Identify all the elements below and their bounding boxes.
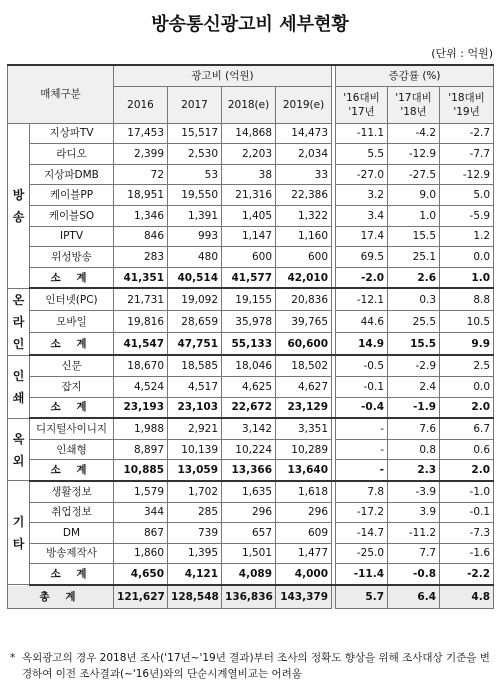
growth-rate-value: 4.8 (440, 585, 494, 609)
adspend-value: 42,010 (276, 267, 332, 288)
category-label: 온라인 (8, 288, 30, 355)
table-row (8, 585, 494, 609)
adspend-value: 1,618 (276, 481, 332, 502)
adspend-value: 285 (168, 502, 222, 523)
growth-rate-value: 0.3 (388, 288, 440, 311)
adspend-value: 10,139 (168, 439, 222, 460)
adspend-value: 18,951 (114, 185, 168, 206)
header-rate: '17대비 '18년 (388, 86, 440, 123)
growth-rate-value: 17.4 (336, 226, 388, 247)
table-row (8, 267, 494, 288)
adspend-value: 15,517 (168, 123, 222, 144)
growth-rate-value: -11.4 (336, 564, 388, 585)
adspend-value: 35,978 (222, 311, 276, 333)
media-name: 케이블SO (30, 205, 114, 226)
adspend-value: 33 (276, 164, 332, 185)
total-label: 총 계 (8, 585, 114, 609)
growth-rate-value: -0.1 (336, 376, 388, 397)
header-year: 2016 (114, 86, 168, 123)
media-name: 방송제작사 (30, 543, 114, 564)
category-label: 옥외 (8, 418, 30, 481)
growth-rate-value: 7.8 (336, 481, 388, 502)
media-name: 생활정보 (30, 481, 114, 502)
adspend-value: 41,547 (114, 333, 168, 356)
media-name: 취업정보 (30, 502, 114, 523)
adspend-value: 19,550 (168, 185, 222, 206)
adspend-value: 20,836 (276, 288, 332, 311)
adspend-value: 39,765 (276, 311, 332, 333)
media-name: 인쇄형 (30, 439, 114, 460)
growth-rate-value: 1.2 (440, 226, 494, 247)
adspend-value: 22,386 (276, 185, 332, 206)
growth-rate-value: 3.9 (388, 502, 440, 523)
growth-rate-value: -12.9 (388, 144, 440, 165)
adspend-value: 296 (222, 502, 276, 523)
growth-rate-value: 2.6 (388, 267, 440, 288)
growth-rate-value: 5.7 (336, 585, 388, 609)
growth-rate-value: 2.0 (440, 460, 494, 481)
growth-rate-value: - (336, 418, 388, 439)
adspend-value: 18,046 (222, 355, 276, 376)
growth-rate-value: 3.4 (336, 205, 388, 226)
adspend-value: 1,395 (168, 543, 222, 564)
growth-rate-value: -27.0 (336, 164, 388, 185)
table-row (8, 311, 494, 333)
adspend-value: 1,860 (114, 543, 168, 564)
adspend-value: 600 (222, 247, 276, 268)
footnote-text: 옥외광고의 경우 2018년 조사('17년~'19년 결과)부터 조사의 정확도 향상을 위해 조사대상 기준을 변경하여 이전 조사결과(~'16년)와의 단순시계열비교는 어려움 (22, 652, 490, 680)
unit-label: (단위 : 억원) (431, 47, 493, 60)
growth-rate-value: 14.9 (336, 333, 388, 356)
adspend-value: 344 (114, 502, 168, 523)
header-media: 매체구분 (8, 65, 114, 123)
table-row (8, 502, 494, 523)
adspend-value: 13,059 (168, 460, 222, 481)
adspend-value: 8,897 (114, 439, 168, 460)
adspend-value: 19,092 (168, 288, 222, 311)
adspend-value: 3,351 (276, 418, 332, 439)
adspend-value: 2,203 (222, 144, 276, 165)
growth-rate-value: - (336, 460, 388, 481)
adspend-value: 10,885 (114, 460, 168, 481)
footnote-mark: * (10, 652, 16, 664)
subtotal-label: 소 계 (30, 333, 114, 356)
table-body (8, 123, 494, 608)
table-row (8, 543, 494, 564)
adspend-value: 22,672 (222, 397, 276, 418)
adspend-value: 19,816 (114, 311, 168, 333)
growth-rate-value: 0.6 (440, 439, 494, 460)
growth-rate-value: -1.6 (440, 543, 494, 564)
adspend-value: 4,627 (276, 376, 332, 397)
growth-rate-value: -5.9 (440, 205, 494, 226)
growth-rate-value: -4.2 (388, 123, 440, 144)
growth-rate-value: 0.0 (440, 247, 494, 268)
header-year: 2019(e) (276, 86, 332, 123)
table-row (8, 376, 494, 397)
adspend-value: 14,473 (276, 123, 332, 144)
adspend-value: 136,836 (222, 585, 276, 609)
category-label: 인쇄 (8, 355, 30, 418)
media-name: 라디오 (30, 144, 114, 165)
growth-rate-value: 9.0 (388, 185, 440, 206)
header-year: 2018(e) (222, 86, 276, 123)
adspend-value: 23,193 (114, 397, 168, 418)
growth-rate-value: -0.4 (336, 397, 388, 418)
adspend-value: 19,155 (222, 288, 276, 311)
table-row (8, 144, 494, 165)
growth-rate-value: 1.0 (388, 205, 440, 226)
adspend-value: 1,391 (168, 205, 222, 226)
header-year: 2017 (168, 86, 222, 123)
adspend-value: 296 (276, 502, 332, 523)
adspend-value: 128,548 (168, 585, 222, 609)
media-name: 케이블PP (30, 185, 114, 206)
adspend-value: 72 (114, 164, 168, 185)
growth-rate-value: 25.1 (388, 247, 440, 268)
growth-rate-value: 15.5 (388, 333, 440, 356)
header-rate: '18대비 '19년 (440, 86, 494, 123)
growth-rate-value: -0.8 (388, 564, 440, 585)
adspend-value: 739 (168, 523, 222, 544)
table-row (8, 397, 494, 418)
growth-rate-value: 2.0 (440, 397, 494, 418)
adspend-value: 2,034 (276, 144, 332, 165)
growth-rate-value: 6.7 (440, 418, 494, 439)
category-label: 방송 (8, 123, 30, 288)
media-name: 모바일 (30, 311, 114, 333)
growth-rate-value: 5.5 (336, 144, 388, 165)
adspend-value: 1,635 (222, 481, 276, 502)
adspend-value: 4,089 (222, 564, 276, 585)
adspend-value: 60,600 (276, 333, 332, 356)
media-name: IPTV (30, 226, 114, 247)
media-name: 지상파DMB (30, 164, 114, 185)
table-row (8, 247, 494, 268)
growth-rate-value: 69.5 (336, 247, 388, 268)
adspend-value: 1,477 (276, 543, 332, 564)
header-adspend: 광고비 (억원) (114, 65, 332, 86)
adspend-value: 2,921 (168, 418, 222, 439)
adspend-value: 4,121 (168, 564, 222, 585)
growth-rate-value: - (336, 439, 388, 460)
adspend-value: 1,147 (222, 226, 276, 247)
growth-rate-value: -11.1 (336, 123, 388, 144)
adspend-value: 4,625 (222, 376, 276, 397)
adspend-value: 846 (114, 226, 168, 247)
table-row (8, 439, 494, 460)
adspend-value: 47,751 (168, 333, 222, 356)
adspend-value: 21,731 (114, 288, 168, 311)
adspend-value: 609 (276, 523, 332, 544)
adspend-value: 1,702 (168, 481, 222, 502)
adspend-value: 13,366 (222, 460, 276, 481)
table-row (8, 205, 494, 226)
adspend-value: 14,868 (222, 123, 276, 144)
header-growth: 증감률 (%) (336, 65, 494, 86)
adspend-value: 2,530 (168, 144, 222, 165)
adspend-value: 4,524 (114, 376, 168, 397)
table-row (8, 226, 494, 247)
adspend-value: 1,405 (222, 205, 276, 226)
growth-rate-value: 5.0 (440, 185, 494, 206)
adspend-value: 23,129 (276, 397, 332, 418)
growth-rate-value: -14.7 (336, 523, 388, 544)
table-row (8, 164, 494, 185)
table-row (8, 460, 494, 481)
growth-rate-value: 3.2 (336, 185, 388, 206)
growth-rate-value: -27.5 (388, 164, 440, 185)
growth-rate-value: -1.9 (388, 397, 440, 418)
media-name: 위성방송 (30, 247, 114, 268)
adspend-value: 283 (114, 247, 168, 268)
growth-rate-value: -0.5 (336, 355, 388, 376)
growth-rate-value: 9.9 (440, 333, 494, 356)
adspend-value: 121,627 (114, 585, 168, 609)
growth-rate-value: -25.0 (336, 543, 388, 564)
adspend-value: 53 (168, 164, 222, 185)
adspend-value: 55,133 (222, 333, 276, 356)
growth-rate-value: 0.0 (440, 376, 494, 397)
adspend-value: 1,346 (114, 205, 168, 226)
adspend-value: 600 (276, 247, 332, 268)
growth-rate-value: 6.4 (388, 585, 440, 609)
adspend-value: 3,142 (222, 418, 276, 439)
adspend-value: 143,379 (276, 585, 332, 609)
adspend-value: 480 (168, 247, 222, 268)
adspend-value: 18,670 (114, 355, 168, 376)
header-rate: '16대비 '17년 (336, 86, 388, 123)
table-row (8, 564, 494, 585)
adspend-value: 18,585 (168, 355, 222, 376)
growth-rate-value: -11.2 (388, 523, 440, 544)
table-row (8, 288, 494, 311)
page-title: 방송통신광고비 세부현황 (151, 14, 349, 35)
ad-spend-table (7, 64, 494, 609)
media-name: 신문 (30, 355, 114, 376)
adspend-value: 1,988 (114, 418, 168, 439)
media-name: 인터넷(PC) (30, 288, 114, 311)
media-name: 잡지 (30, 376, 114, 397)
adspend-value: 867 (114, 523, 168, 544)
adspend-value: 4,000 (276, 564, 332, 585)
adspend-value: 13,640 (276, 460, 332, 481)
growth-rate-value: -3.9 (388, 481, 440, 502)
growth-rate-value: -1.0 (440, 481, 494, 502)
table-row (8, 185, 494, 206)
growth-rate-value: 7.7 (388, 543, 440, 564)
adspend-value: 18,502 (276, 355, 332, 376)
growth-rate-value: -2.9 (388, 355, 440, 376)
adspend-value: 40,514 (168, 267, 222, 288)
adspend-value: 4,650 (114, 564, 168, 585)
growth-rate-value: 15.5 (388, 226, 440, 247)
footnote (10, 650, 492, 682)
growth-rate-value: -12.1 (336, 288, 388, 311)
table-row (8, 418, 494, 439)
adspend-value: 38 (222, 164, 276, 185)
adspend-value: 657 (222, 523, 276, 544)
adspend-value: 4,517 (168, 376, 222, 397)
adspend-value: 10,224 (222, 439, 276, 460)
adspend-value: 21,316 (222, 185, 276, 206)
subtotal-label: 소 계 (30, 397, 114, 418)
growth-rate-value: 2.4 (388, 376, 440, 397)
growth-rate-value: 25.5 (388, 311, 440, 333)
adspend-value: 1,579 (114, 481, 168, 502)
adspend-value: 993 (168, 226, 222, 247)
category-label: 기타 (8, 481, 30, 585)
growth-rate-value: -2.7 (440, 123, 494, 144)
adspend-value: 41,577 (222, 267, 276, 288)
growth-rate-value: -7.3 (440, 523, 494, 544)
media-name: 지상파TV (30, 123, 114, 144)
adspend-value: 41,351 (114, 267, 168, 288)
growth-rate-value: -7.7 (440, 144, 494, 165)
subtotal-label: 소 계 (30, 267, 114, 288)
adspend-value: 23,103 (168, 397, 222, 418)
adspend-value: 10,289 (276, 439, 332, 460)
subtotal-label: 소 계 (30, 460, 114, 481)
table-row (8, 523, 494, 544)
growth-rate-value: 8.8 (440, 288, 494, 311)
adspend-value: 1,322 (276, 205, 332, 226)
growth-rate-value: -17.2 (336, 502, 388, 523)
growth-rate-value: -12.9 (440, 164, 494, 185)
growth-rate-value: -0.1 (440, 502, 494, 523)
adspend-value: 28,659 (168, 311, 222, 333)
media-name: 디지털사이니지 (30, 418, 114, 439)
table-row (8, 481, 494, 502)
adspend-value: 2,399 (114, 144, 168, 165)
subtotal-label: 소 계 (30, 564, 114, 585)
growth-rate-value: -2.2 (440, 564, 494, 585)
growth-rate-value: 7.6 (388, 418, 440, 439)
adspend-value: 1,501 (222, 543, 276, 564)
growth-rate-value: -2.0 (336, 267, 388, 288)
growth-rate-value: 1.0 (440, 267, 494, 288)
table-row (8, 333, 494, 356)
adspend-value: 1,160 (276, 226, 332, 247)
growth-rate-value: 2.3 (388, 460, 440, 481)
growth-rate-value: 44.6 (336, 311, 388, 333)
adspend-value: 17,453 (114, 123, 168, 144)
table-row (8, 123, 494, 144)
growth-rate-value: 10.5 (440, 311, 494, 333)
media-name: DM (30, 523, 114, 544)
table-row (8, 355, 494, 376)
growth-rate-value: 0.8 (388, 439, 440, 460)
growth-rate-value: 2.5 (440, 355, 494, 376)
